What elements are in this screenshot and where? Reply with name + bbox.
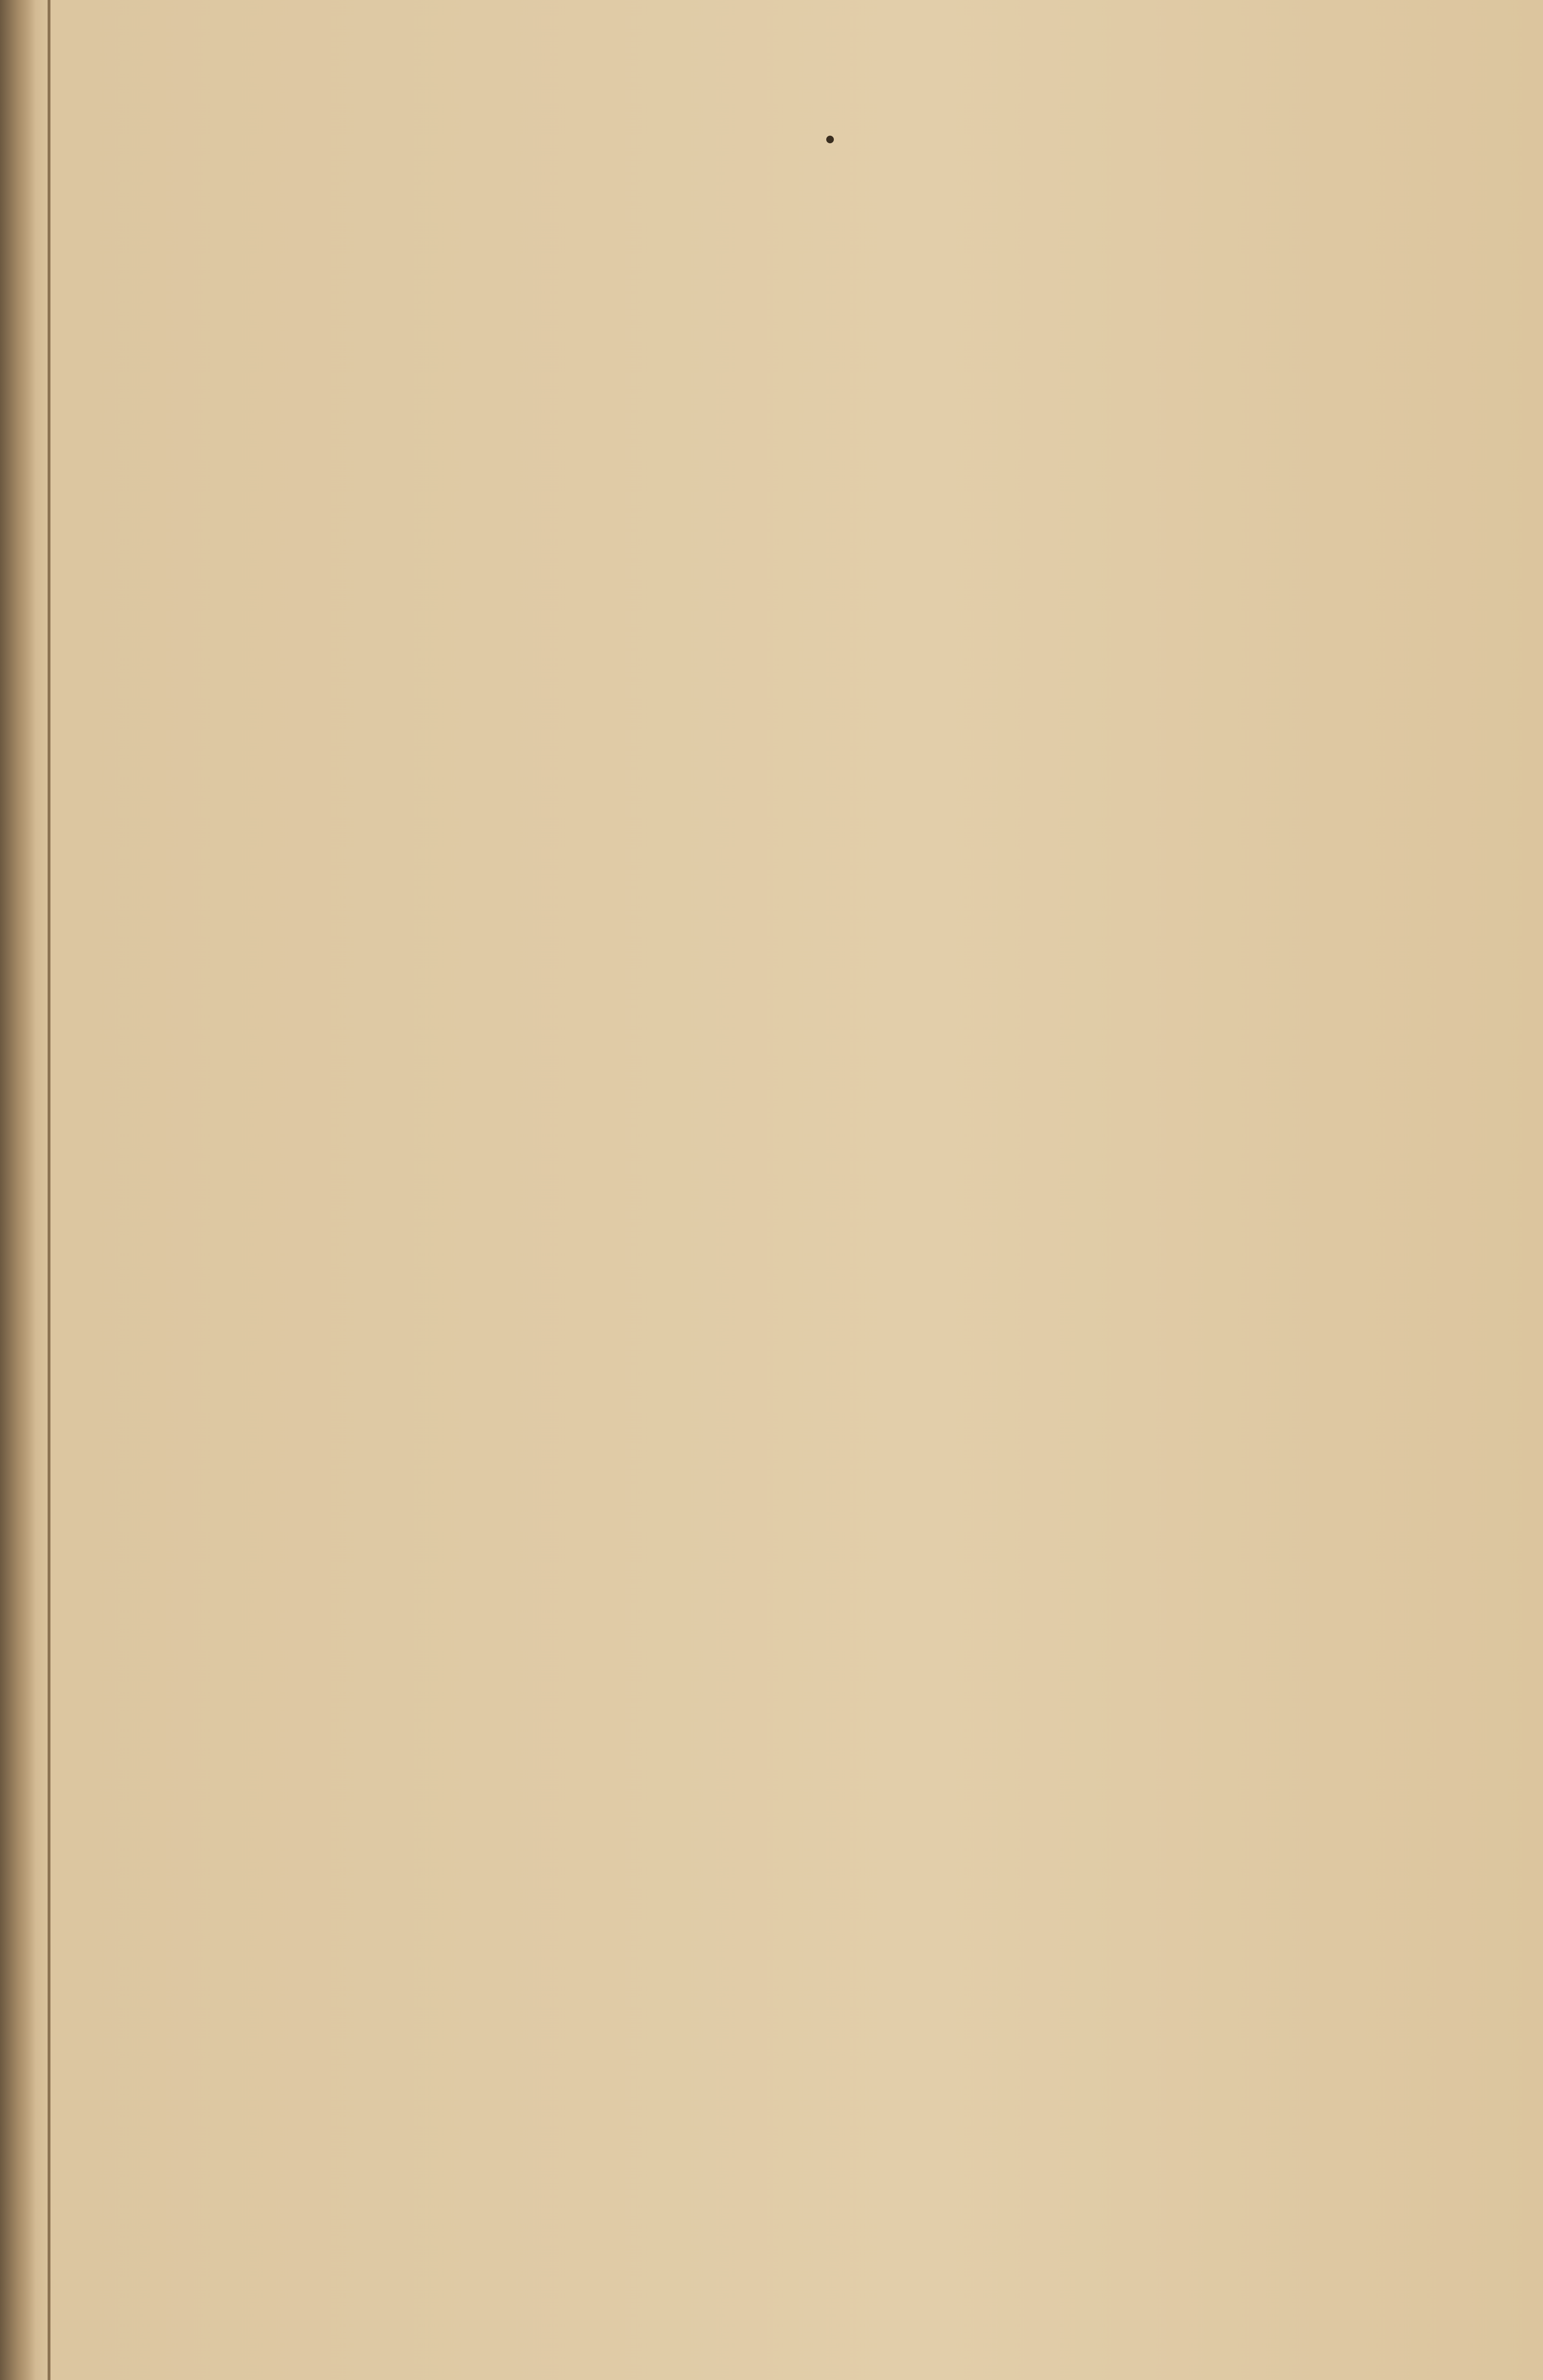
- print-mark: [826, 136, 834, 143]
- page-sheet: [48, 0, 1526, 2380]
- binding-edge: [0, 0, 36, 2380]
